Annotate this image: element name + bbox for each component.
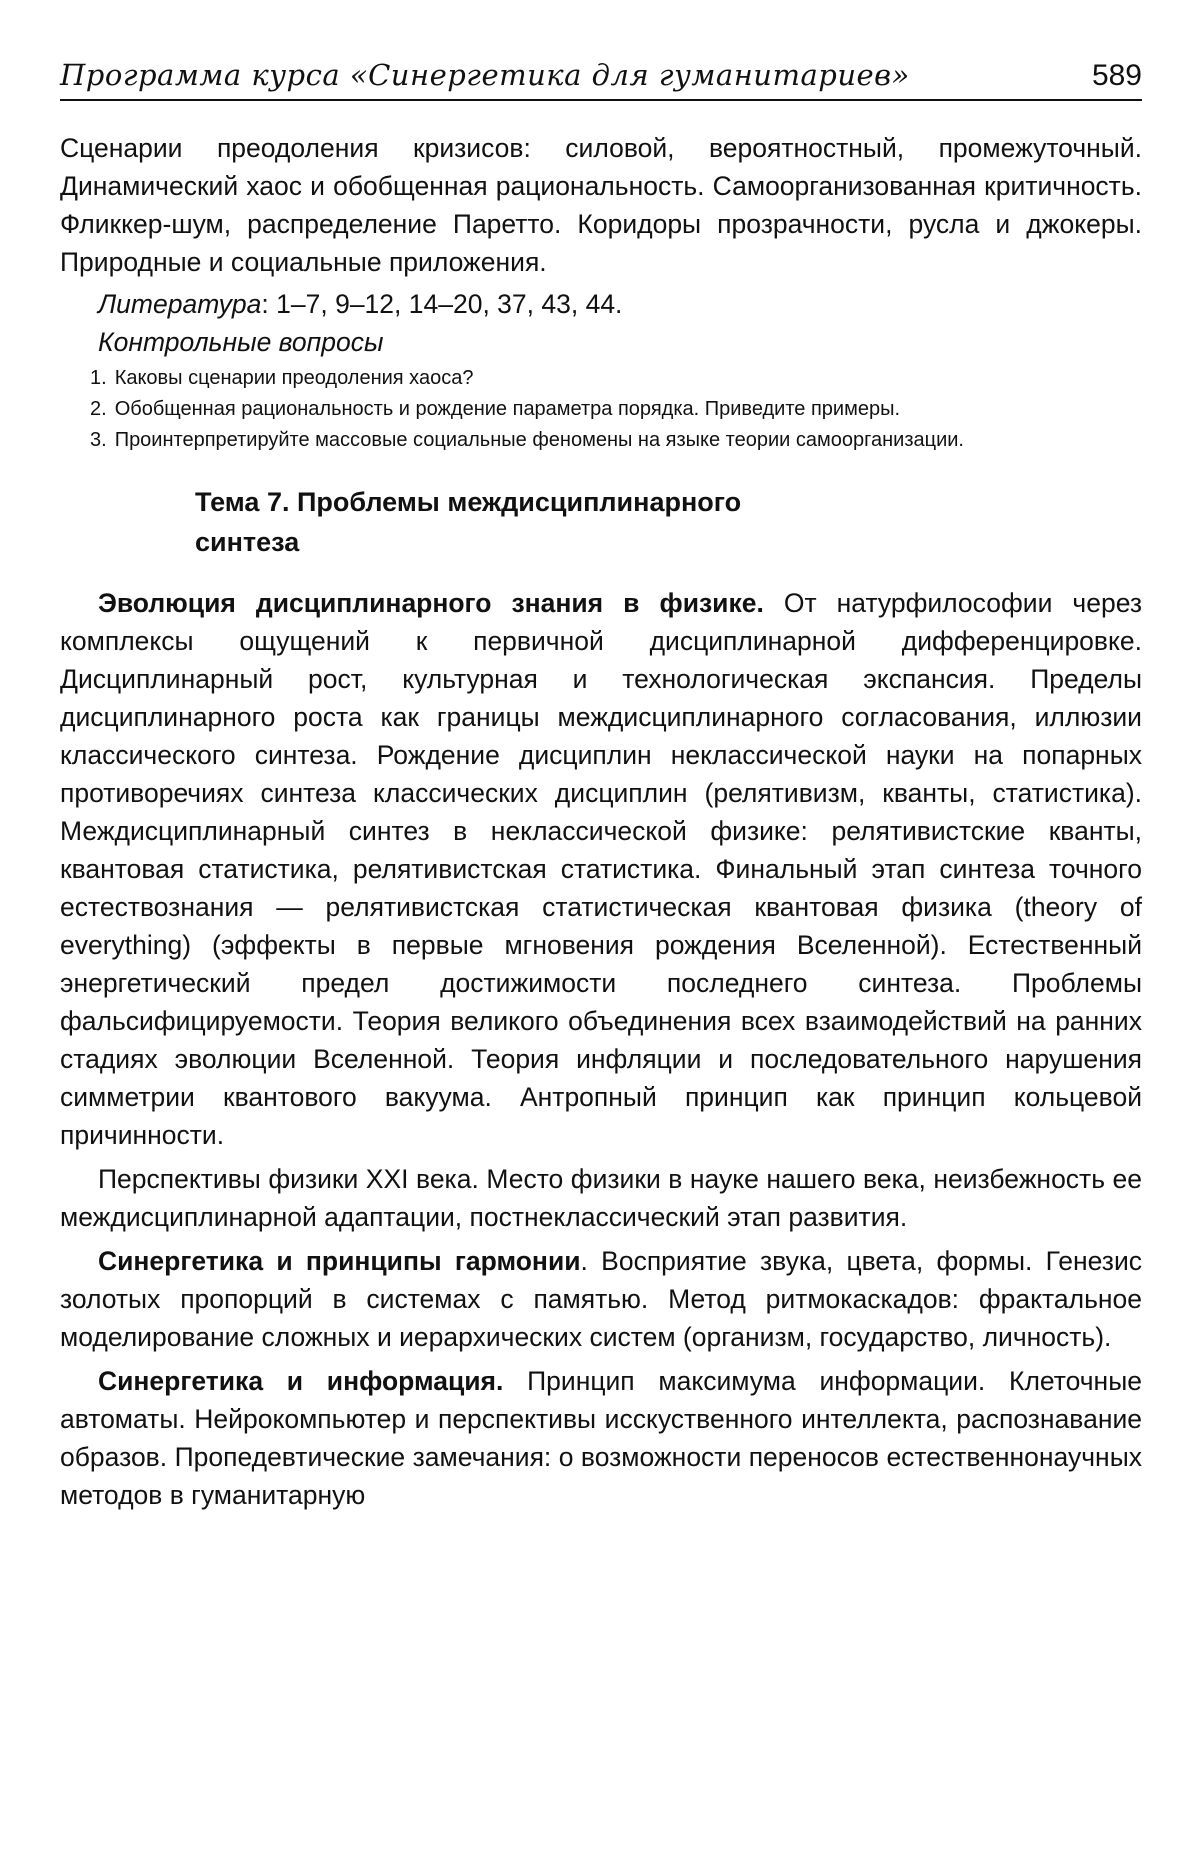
topic-heading <box>60 482 835 562</box>
section-perspectives <box>60 1160 1142 1236</box>
section-physics <box>60 584 1142 1154</box>
section-lead: Синергетика и информация. <box>98 1366 504 1396</box>
section-text: От натурфилософии через комплексы ощущений к первичной дисциплинарной дифференцировке. Дисциплинарный рост, культурная и технологическая экспансия. Пределы дисциплинарного роста как границы междисциплинарного согласования, иллюзии классического синтеза. Рождение дисциплин неклассической науки на попарных противоречиях синтеза классических дисциплин (релятивизм, кванты, статистика). Междисциплинарный синтез в неклассической физике: релятивистские кванты, квантовая статистика, релятивистская статистика. Финальный этап синтеза точного естествознания — релятивистская статистическая квантовая физика (theory of everything) (эффекты в первые мгновения рождения Вселенной). Естественный энергетический предел достижимости последнего синтеза. Проблемы фальсифицируемости. Теория великого объединения всех взаимодействий на ранних стадиях эволюции Вселенной. Теория инфляции и последовательного нарушения симметрии квантового вакуума. Антропный принцип как принцип кольцевой причинности. <box>60 588 1142 1150</box>
section-text: Перспективы физики XXI века. Место физики в науке нашего века, неизбежность ее междисциплинарной адаптации, постнеклассический этап развития. <box>60 1164 1142 1232</box>
question-number: 2. <box>90 398 107 420</box>
control-questions-heading: Контрольные вопросы <box>98 327 384 357</box>
question-item <box>60 394 1142 425</box>
section-lead: Эволюция дисциплинарного знания в физике. <box>98 588 764 618</box>
literature-label: Литература <box>98 289 262 319</box>
question-number: 3. <box>90 429 107 451</box>
topic-heading-line: Тема 7. Проблемы междисциплинарного <box>195 487 742 517</box>
section-text: . Восприятие звука, цвета, формы. Генезис золотых пропорций в системах с памятью. Метод ритмокаскадов: фрактальное моделирование сложных и иерархических систем (организм, государство, личность). <box>60 1246 1142 1352</box>
question-text: Каковы сценарии преодоления хаоса? <box>114 367 474 389</box>
literature-line <box>60 285 1142 323</box>
literature-refs: : 1–7, 9–12, 14–20, 37, 43, 44. <box>261 289 623 319</box>
question-item <box>60 425 1142 456</box>
running-title: Программа курса «Синергетика для гуманитариев» <box>60 58 910 92</box>
section-information <box>60 1362 1142 1514</box>
running-header <box>60 58 1142 101</box>
question-number: 1. <box>90 367 107 389</box>
question-item <box>60 363 1142 394</box>
section-lead: Синергетика и принципы гармонии <box>98 1246 581 1276</box>
page-number: 589 <box>1091 59 1142 92</box>
question-text: Обобщенная рациональность и рождение параметра порядка. Приведите примеры. <box>114 398 901 420</box>
intro-paragraph: Сценарии преодоления кризисов: силовой, вероятностный, промежуточный. Динамический хаос и обобщенная рациональность. Самоорганизованная критичность. Фликкер-шум, распределение Паретто. Коридоры прозрачности, русла и джокеры. Природные и социальные приложения. <box>60 133 1142 277</box>
question-text: Проинтерпретируйте массовые социальные феномены на языке теории самоорганизации. <box>114 429 964 451</box>
topic-heading-line: синтеза <box>195 527 300 557</box>
section-harmony <box>60 1242 1142 1356</box>
section-text: Принцип максимума информации. Клеточные автоматы. Нейрокомпьютер и перспективы исскуственного интеллекта, распознавание образов. Пропедевтические замечания: о возможности переносов естественнонаучных методов в гуманитарную <box>60 1366 1142 1510</box>
